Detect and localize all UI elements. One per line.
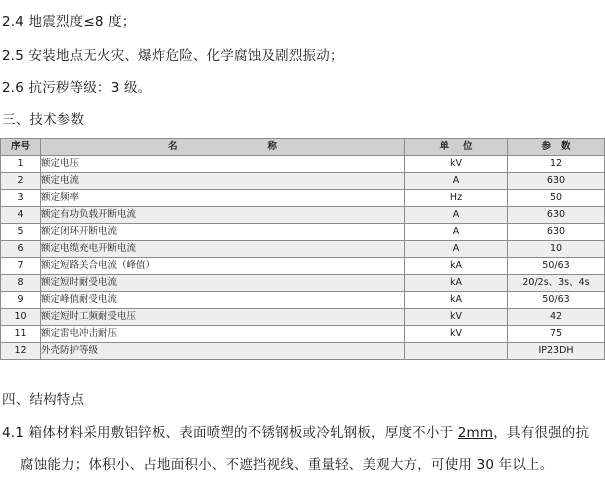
row-serial-no: 11 [1,326,41,343]
row-value: 20/2s、3s、4s [508,275,605,292]
table-row [1,326,605,343]
table-row [1,173,605,190]
row-unit: kV [405,326,508,343]
row-value: 42 [508,309,605,326]
row-unit: kV [405,309,508,326]
header-unit-char-2: 位 [463,141,473,152]
header-unit [405,139,508,156]
row-serial-no: 6 [1,241,41,258]
table-row [1,241,605,258]
row-value: 10 [508,241,605,258]
item-4-1-line-2: 腐蚀能力；体积小、占地面积小、不遮挡视线、重量轻、美观大方，可使用 30 年以上。 [20,457,554,473]
row-parameter-name: 额定电缆充电开断电流 [41,241,405,258]
row-serial-no: 12 [1,343,41,360]
row-unit [405,343,508,360]
row-parameter-name: 额定有功负载开断电流 [41,207,405,224]
row-value: 630 [508,173,605,190]
table-header-row [1,139,605,156]
header-unit-char-1: 单 [439,141,449,152]
row-unit: kA [405,258,508,275]
item-4-1-text-b: ，具有很强的抗 [493,425,590,441]
item-2-5-installation-site: 2.5 安装地点无火灾、爆炸危险、化学腐蚀及剧烈振动； [2,48,344,64]
row-serial-no: 9 [1,292,41,309]
row-value: 50/63 [508,292,605,309]
row-parameter-name: 额定短路关合电流（峰值） [41,258,405,275]
row-value: 50/63 [508,258,605,275]
thickness-value: 2mm [457,425,494,441]
row-unit: A [405,207,508,224]
item-2-4-seismic-intensity: 2.4 地震烈度≤8 度； [2,14,136,30]
row-serial-no: 7 [1,258,41,275]
table-row [1,224,605,241]
row-unit: kA [405,292,508,309]
header-value [508,139,605,156]
row-unit: kV [405,156,508,173]
row-unit: A [405,241,508,258]
section-heading-technical-parameters: 三、技术参数 [2,112,85,128]
row-serial-no: 3 [1,190,41,207]
row-parameter-name: 额定电压 [41,156,405,173]
section-heading-structural-features: 四、结构特点 [2,392,85,408]
row-parameter-name: 额定短时耐受电流 [41,275,405,292]
table-row [1,258,605,275]
row-parameter-name: 额定短时工频耐受电压 [41,309,405,326]
row-serial-no: 1 [1,156,41,173]
row-parameter-name: 额定闭环开断电流 [41,224,405,241]
item-2-6-pollution-level: 2.6 抗污秽等级：3 级。 [2,80,152,96]
table-row [1,207,605,224]
row-parameter-name: 额定雷电冲击耐压 [41,326,405,343]
row-parameter-name: 额定电流 [41,173,405,190]
row-serial-no: 8 [1,275,41,292]
row-serial-no: 4 [1,207,41,224]
header-name [41,139,405,156]
header-value-char-2: 数 [561,141,571,152]
row-unit: kA [405,275,508,292]
table-row [1,309,605,326]
row-unit: Hz [405,190,508,207]
row-serial-no: 10 [1,309,41,326]
row-serial-no: 2 [1,173,41,190]
technical-parameters-table [0,138,605,360]
item-4-1-text-a: 4.1 箱体材料采用敷铝锌板、表面喷塑的不锈钢板或冷轧钢板，厚度不小于 [2,425,458,441]
row-value: 50 [508,190,605,207]
table-row [1,292,605,309]
table-row [1,343,605,360]
row-value: 630 [508,207,605,224]
row-parameter-name: 额定频率 [41,190,405,207]
row-unit: A [405,224,508,241]
header-name-char-2: 称 [267,141,278,152]
table-row [1,156,605,173]
header-name-char-1: 名 [167,141,178,152]
row-value: 12 [508,156,605,173]
row-serial-no: 5 [1,224,41,241]
row-parameter-name: 额定峰值耐受电流 [41,292,405,309]
row-value: IP23DH [508,343,605,360]
header-value-char-1: 参 [541,141,551,152]
item-4-1-line-1 [2,421,589,441]
row-value: 75 [508,326,605,343]
row-unit: A [405,173,508,190]
table-row [1,190,605,207]
header-serial-no: 序号 [1,139,41,156]
row-parameter-name: 外壳防护等级 [41,343,405,360]
table-row [1,275,605,292]
row-value: 630 [508,224,605,241]
